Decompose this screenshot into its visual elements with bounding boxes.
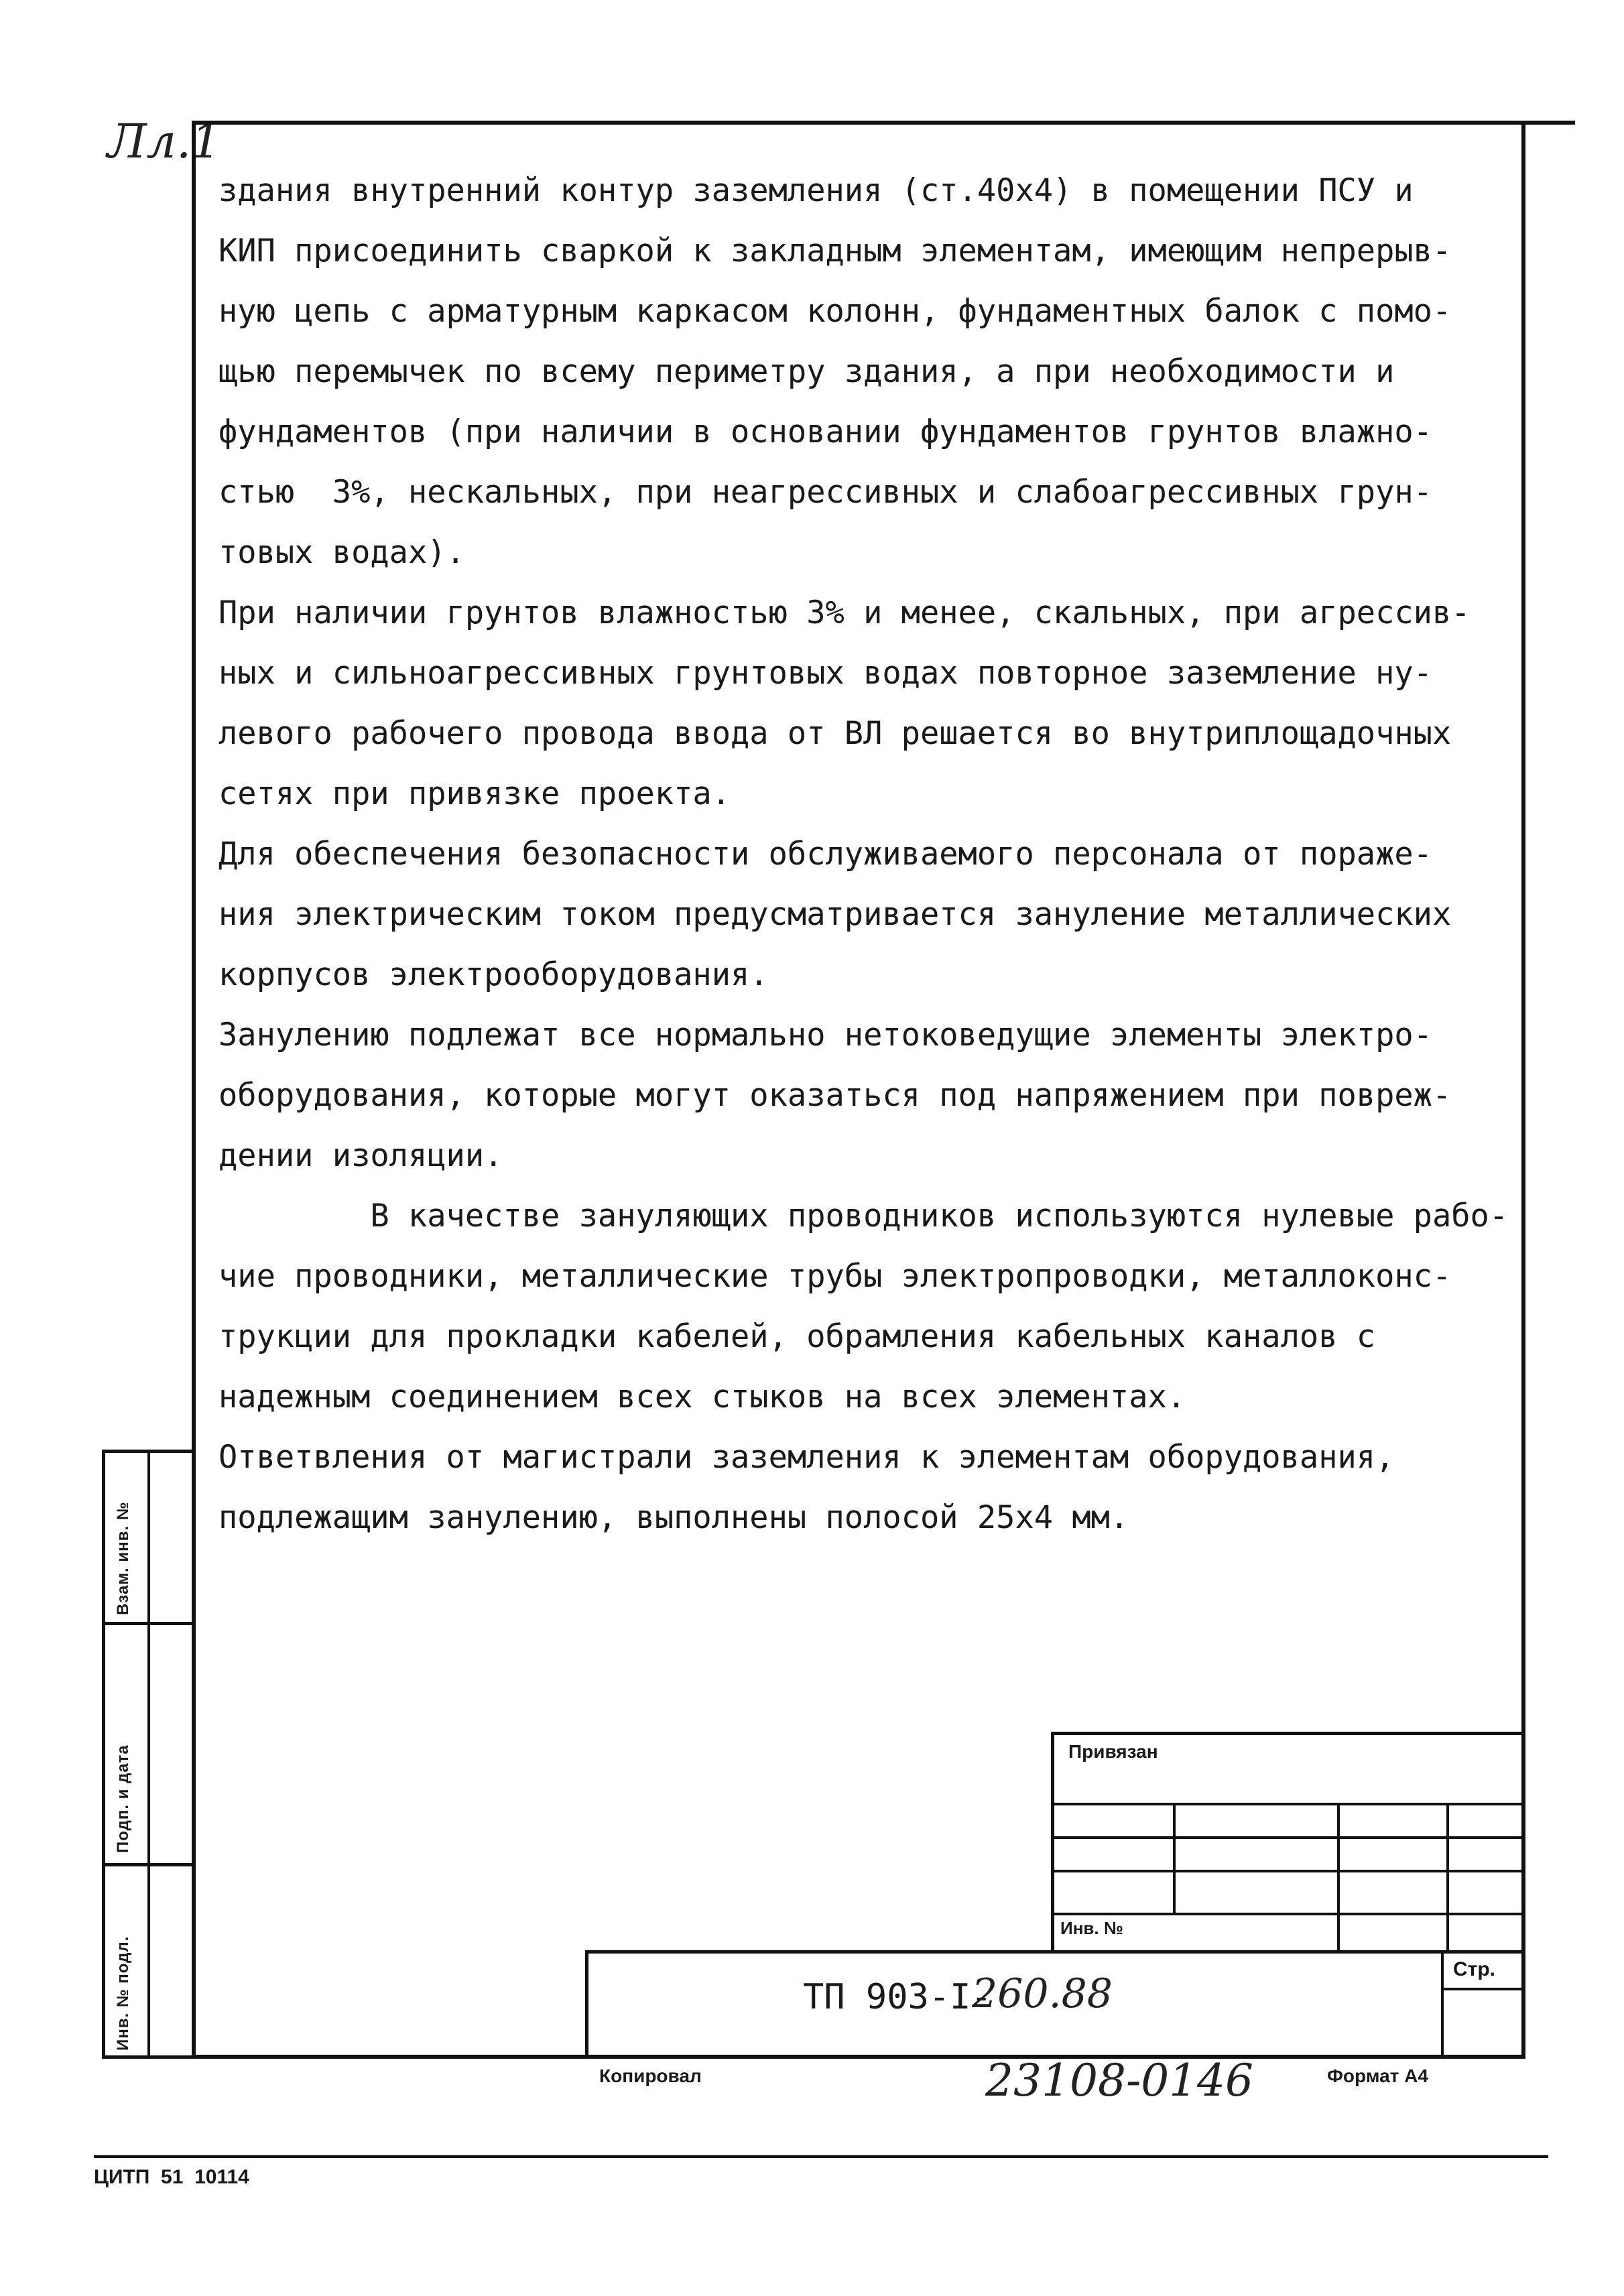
tb-row-line — [1051, 1870, 1525, 1872]
text-line: сетях при привязке проекта. — [218, 775, 731, 812]
tb-row-line — [1051, 1803, 1525, 1805]
sheet-mark: Лл.1 — [107, 114, 221, 169]
stamp-border — [585, 1950, 1525, 1954]
text-line: ную цепь с арматурным каркасом колонн, фундаментных балок с помо- — [218, 293, 1452, 330]
side-strip-separator — [102, 1863, 192, 1866]
text-line: товых водах). — [218, 534, 465, 571]
text-line: При наличии грунтов влажностью 3% и менее, скальных, при агрессив- — [218, 594, 1471, 631]
text-line: подлежащим занулению, выполнены полосой 25х4 мм. — [218, 1499, 1129, 1536]
text-line: Ответвления от магистрали заземления к элементам оборудования, — [218, 1439, 1395, 1476]
stamp-page-box-line — [1441, 1988, 1525, 1990]
tb-col-line — [1173, 1803, 1176, 1913]
tb-row-line — [1051, 1836, 1525, 1839]
text-line: корпусов электрооборудования. — [218, 956, 769, 993]
sheet-number: 46 — [1197, 2055, 1253, 2106]
text-line: левого рабочего провода ввода от ВЛ решается во внутриплощадочных — [218, 715, 1452, 752]
side-strip-separator — [102, 1622, 192, 1625]
side-strip-divider — [147, 1450, 150, 2059]
text-line: трукции для прокладки кабелей, обрамления кабельных каналов с — [218, 1318, 1376, 1355]
tb-border — [1051, 1732, 1525, 1735]
inv-no-label: Инв. № — [1060, 1918, 1123, 1938]
text-line: В качестве зануляющих проводников используются нулевые рабо- — [218, 1198, 1509, 1234]
frame-top-extension — [1521, 121, 1575, 125]
kopiroval-label: Копировал — [599, 2065, 702, 2086]
cipt-mark: ЦИТП 51 10114 — [94, 2166, 249, 2188]
tb-col-line — [1337, 1803, 1340, 1953]
text-line: Для обеспечения безопасности обслуживаемого персонала от пораже- — [218, 836, 1432, 873]
text-line: надежным соединением всех стыков на всех элементах. — [218, 1379, 1186, 1415]
side-label-inv-podl: Инв. № подл. — [114, 1935, 132, 2051]
tb-border — [1051, 1732, 1054, 1953]
side-label-podp-data: Подп. и дата — [114, 1744, 132, 1853]
order-number: 23108-01 — [985, 2055, 1198, 2106]
stamp-page-box-divider — [1441, 1950, 1444, 2059]
text-line: фундаментов (при наличии в основании фундаментов грунтов влажно- — [218, 413, 1432, 450]
footer-rule — [94, 2155, 1548, 2158]
body-text — [218, 161, 1509, 1548]
privyazan-label: Привязан — [1068, 1741, 1158, 1762]
format-label: Формат А4 — [1327, 2065, 1428, 2086]
text-line: чие проводники, металлические трубы электропроводки, металлоконс- — [218, 1258, 1452, 1295]
side-label-vzam-inv: Взам. инв. № — [114, 1501, 132, 1615]
page-label: Стр. — [1453, 1958, 1496, 1980]
tb-row-line — [1051, 1913, 1525, 1915]
doc-code-hand: 260.88 — [972, 1970, 1113, 2017]
text-line: дении изоляции. — [218, 1137, 503, 1174]
text-line: здания внутренний контур заземления (ст.40х4) в помещении ПСУ и — [218, 172, 1414, 209]
stamp-border — [585, 1950, 588, 2059]
text-line: ных и сильноагрессивных грунтовых водах повторное заземление ну- — [218, 655, 1432, 692]
text-line: щью перемычек по всему периметру здания, а при необходимости и — [218, 353, 1395, 390]
text-line: стью 3%, нескальных, при неагрессивных и слабоагрессивных грун- — [218, 474, 1432, 511]
text-line: Занулению подлежат все нормально нетоковедущие элементы электро- — [218, 1017, 1432, 1054]
tb-col-line — [1446, 1803, 1449, 1953]
text-line: оборудования, которые могут оказаться под напряжением при повреж- — [218, 1077, 1452, 1114]
text-line: ния электрическим током предусматривается зануление металлических — [218, 896, 1452, 933]
text-line: КИП присоединить сваркой к закладным элементам, имеющим непрерыв- — [218, 233, 1452, 269]
doc-code-typed: ТП 903-I- — [803, 1977, 992, 2017]
